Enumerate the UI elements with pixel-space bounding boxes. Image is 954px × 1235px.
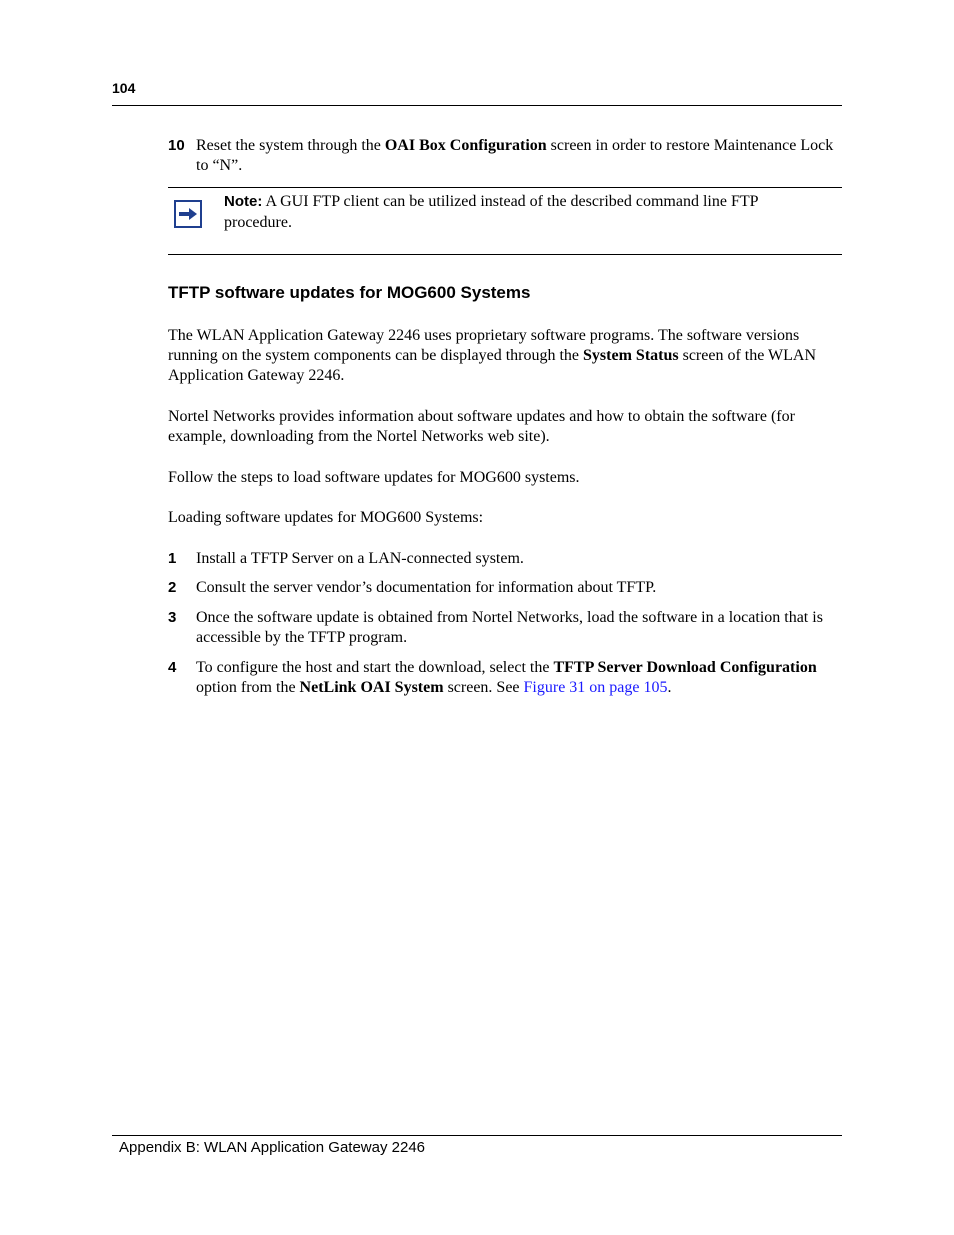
- step4-text-c: screen. See: [443, 679, 524, 696]
- note-text: A GUI FTP client can be utilized instead of the described command line FTP procedure.: [224, 193, 758, 231]
- step-text: Consult the server vendor’s documentation for information about TFTP.: [196, 579, 657, 596]
- footer-text: Appendix B: WLAN Application Gateway 2246: [119, 1139, 426, 1156]
- step-number: 4: [168, 659, 177, 676]
- header-rule: [112, 105, 842, 106]
- para1-bold: System Status: [583, 347, 679, 364]
- step-number: 2: [168, 579, 177, 596]
- step-text: Once the software update is obtained from Nortel Networks, load the software in a location that is accessible by the TFTP program.: [196, 609, 823, 646]
- step-text-a: Reset the system through the: [196, 137, 385, 154]
- step-text-b: screen in order to restore Maintenance Lock to “N”.: [196, 137, 834, 174]
- paragraph-2: Nortel Networks provides information about software updates and how to obtain the software (for example, downloading from the Nortel Networks web site).: [168, 408, 795, 445]
- para1-text-a: The WLAN Application Gateway 2246 uses proprietary software programs. The software versions running on the system components can be displayed through the: [168, 327, 800, 364]
- step4-text-b: option from the: [196, 679, 300, 696]
- step4-bold-a: TFTP Server Download Configuration: [553, 659, 817, 676]
- note-body: [224, 191, 824, 233]
- step4-text-a: To configure the host and start the download, select the: [196, 659, 554, 676]
- paragraph-4: Loading software updates for MOG600 Systems:: [168, 509, 484, 526]
- note-bottom-rule: [168, 254, 842, 255]
- step-2: [168, 578, 848, 598]
- step-10: [168, 136, 848, 178]
- step-3: [168, 608, 848, 648]
- paragraph-3: Follow the steps to load software updates for MOG600 systems.: [168, 469, 580, 486]
- paragraph-1: [168, 326, 848, 386]
- step-bold: OAI Box Configuration: [384, 137, 547, 154]
- step4-text-d: .: [667, 679, 672, 696]
- step-1: [168, 549, 848, 569]
- step-text: [196, 658, 846, 698]
- step-4: [168, 658, 848, 698]
- step-number: 10: [168, 137, 185, 154]
- page-number: 104: [112, 80, 136, 96]
- section-heading: TFTP software updates for MOG600 Systems: [168, 283, 531, 302]
- step-number: 1: [168, 550, 177, 567]
- arrow-right-icon: [174, 200, 202, 228]
- note-top-rule: [168, 187, 842, 188]
- step4-bold-b: NetLink OAI System: [299, 679, 444, 696]
- step-text: Install a TFTP Server on a LAN-connected system.: [196, 550, 524, 567]
- footer-rule: [112, 1135, 842, 1136]
- step-text: [196, 136, 846, 176]
- para1-text-b: screen of the WLAN Application Gateway 2246.: [168, 347, 817, 384]
- step-number: 3: [168, 609, 177, 626]
- figure-link[interactable]: Figure 31 on page 105: [523, 679, 668, 696]
- note-label: Note:: [224, 193, 263, 210]
